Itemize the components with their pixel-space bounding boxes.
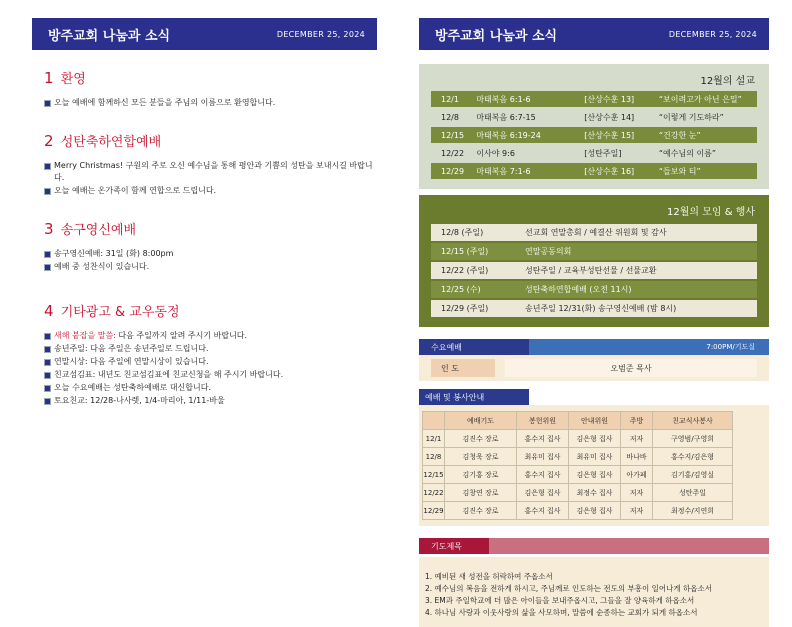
section-title: 송구영신예배: [60, 223, 137, 238]
service-cell: 바나바: [621, 448, 653, 466]
service-cell: 아가페: [621, 466, 653, 484]
bullet-text: 송년주일: 다음 주일은 송년주일로 드립니다.: [54, 344, 209, 353]
prayer-bar: [419, 538, 769, 554]
bullet-item: [32, 97, 377, 109]
event-text: 선교회 연말총회 / 예결산 위원회 및 감사: [525, 228, 667, 237]
section-number: 1: [44, 69, 54, 87]
event-date: 12/25 (수): [441, 285, 481, 294]
events-box: [419, 195, 769, 327]
sermon-row: [431, 145, 757, 161]
prayer-label: 기도제목: [419, 538, 489, 554]
sermon-hymn: [산상수훈 15]: [584, 130, 635, 140]
left-header: [32, 18, 377, 50]
sermon-hymn: [성탄주일]: [584, 148, 622, 158]
bullet-text: 오늘 예배는 온가족이 함께 연합으로 드립니다.: [54, 186, 217, 195]
event-row: [431, 243, 757, 260]
sermon-date: 12/1: [441, 94, 459, 104]
sermon-date: 12/29: [441, 166, 465, 176]
sermon-date: 12/15: [441, 130, 465, 140]
service-cell: 홍수지 집사: [517, 466, 569, 484]
prayer-item: 1. 예비된 새 성전을 허락하여 주옵소서: [425, 572, 553, 581]
service-cell: 김기홍 장로: [445, 466, 517, 484]
right-panel: [419, 18, 769, 627]
service-cell: 홍수지/김은형: [653, 448, 733, 466]
bullet-text: 오늘 수요예배는 성탄축하예배로 대신합니다.: [54, 383, 212, 392]
service-header-cell: 친교식사봉사: [653, 412, 733, 430]
service-cell: 구영범/구영희: [653, 430, 733, 448]
left-title: 방주교회 나눔과 소식: [48, 28, 171, 44]
sermon-title: “이렇게 기도하라”: [658, 112, 724, 122]
event-row: [431, 224, 757, 241]
sermon-passage: 마태복음 6:1-6: [476, 94, 531, 104]
sermon-row: [431, 127, 757, 143]
table-row: [423, 448, 733, 466]
bullet-item: [32, 382, 377, 394]
highlight-text: 새해 붙잡을 말씀:: [54, 331, 116, 340]
bullet-text: 오늘 예배에 함께하신 모든 분들을 주님의 이름으로 환영합니다.: [54, 98, 276, 107]
sermon-hymn: [산상수훈 14]: [584, 112, 635, 122]
bullet-item: [32, 343, 377, 355]
sermon-date: 12/8: [441, 112, 459, 122]
service-cell: 최유미 집사: [569, 448, 621, 466]
section-heading: [44, 131, 377, 150]
event-text: 송년주일 12/31(화) 송구영신예배 (밤 8시): [525, 304, 677, 313]
right-date: DECEMBER 25, 2024: [668, 29, 757, 39]
sermon-date: 12/22: [441, 148, 465, 158]
service-header-row: [423, 412, 733, 430]
service-cell: 김은형 집사: [569, 430, 621, 448]
event-list: [419, 224, 769, 317]
sermon-row: [431, 163, 757, 179]
left-panel: [32, 18, 377, 408]
event-row: [431, 300, 757, 317]
event-row: [431, 281, 757, 298]
table-row: [423, 466, 733, 484]
sermon-row: [431, 91, 757, 107]
bullet-item: [32, 248, 377, 260]
service-body: [423, 430, 733, 520]
sermon-row: [431, 109, 757, 125]
service-label: 예배 및 봉사안내: [419, 389, 529, 405]
section-number: 4: [44, 302, 54, 320]
event-text: 성탄축하연합예배 (오전 11시): [525, 285, 632, 294]
sermon-title: “들보와 티”: [658, 166, 701, 176]
wednesday-label: 수요예배: [419, 339, 529, 355]
prayer-bar-fill: [489, 538, 769, 554]
service-table: [422, 411, 733, 520]
section-number: 3: [44, 220, 54, 238]
service-cell: 김기홍/김영실: [653, 466, 733, 484]
service-cell: 저자: [621, 484, 653, 502]
sermon-passage: 이사야 9:6: [476, 148, 515, 158]
wednesday-leader-row: [419, 355, 769, 381]
bullet-item: [32, 369, 377, 381]
events-caption: 12월의 모임 & 행사: [666, 207, 755, 218]
service-header-cell: 주방: [621, 412, 653, 430]
service-cell: 김청욱 장로: [445, 448, 517, 466]
wednesday-time: 7:00PM/기도실: [529, 339, 769, 355]
right-title: 방주교회 나눔과 소식: [435, 28, 558, 44]
sermon-passage: 마태복음 6:19-24: [476, 130, 541, 140]
section-1: [32, 68, 377, 109]
service-header-cell: [423, 412, 445, 430]
section-heading: [44, 219, 377, 238]
service-cell: 홍수지 집사: [517, 502, 569, 520]
service-cell: 12/29: [423, 502, 445, 520]
announcements: [32, 68, 377, 407]
bullet-item: [32, 261, 377, 273]
sermon-title: “보이려고가 아닌 은밀”: [658, 94, 742, 104]
prayer-item: 4. 하나님 사랑과 이웃사랑의 삶을 사모하며, 말씀에 순종하는 교회가 되게 하옵소서: [425, 608, 698, 617]
service-cell: 12/8: [423, 448, 445, 466]
service-header-cell: 안내위원: [569, 412, 621, 430]
service-cell: 김은형 집사: [569, 502, 621, 520]
bullet-text: 다음 주일까지 알려 주시기 바랍니다.: [115, 331, 248, 340]
service-cell: 김은형 집사: [517, 484, 569, 502]
service-cell: 12/15: [423, 466, 445, 484]
service-header-cell: 예배기도: [445, 412, 517, 430]
left-date: DECEMBER 25, 2024: [276, 29, 365, 39]
table-row: [423, 502, 733, 520]
section-heading: [44, 68, 377, 87]
bullet-text: 연말시상: 다음 주일에 연말시상이 있습니다.: [54, 357, 209, 366]
bullet-item: [32, 185, 377, 197]
event-date: 12/8 (주일): [441, 228, 484, 237]
sermon-caption: 12월의 설교: [700, 76, 755, 87]
service-cell: 12/1: [423, 430, 445, 448]
service-cell: 김진수 장로: [445, 502, 517, 520]
service-cell: 성탄주일: [653, 484, 733, 502]
bullet-item: [32, 160, 377, 184]
sermon-title: “예수님의 이름”: [658, 148, 717, 158]
prayer-item: 3. EM과 주일학교에 더 많은 아이들을 보내주옵시고, 그들을 잘 양육하게 하옵소서: [425, 596, 695, 605]
service-table-wrap: [419, 405, 769, 526]
sermon-list: [419, 91, 769, 179]
service-cell: 최유미 집사: [517, 448, 569, 466]
wednesday-bar: [419, 339, 769, 355]
sermon-passage: 마태복음 6:7-15: [476, 112, 536, 122]
section-number: 2: [44, 132, 54, 150]
bullet-text: Merry Christmas! 구원의 주로 오신 예수님을 통해 평안과 기쁨의 성탄을 보내시길 바랍니다.: [54, 161, 373, 182]
event-date: 12/22 (주일): [441, 266, 489, 275]
event-row: [431, 262, 757, 279]
section-heading: [44, 301, 377, 320]
service-header-cell: 봉헌위원: [517, 412, 569, 430]
bullet-text: 토요친교: 12/28-나사렛, 1/4-마리아, 1/11-바울: [54, 396, 225, 405]
bullet-text: 친교섬김표: 내년도 친교섬김표에 친교신청을 해 주시기 바랍니다.: [54, 370, 284, 379]
bullet-item: [32, 395, 377, 407]
sermon-title: “건강한 눈”: [658, 130, 701, 140]
section-title: 환영: [60, 72, 86, 87]
service-cell: 12/22: [423, 484, 445, 502]
table-row: [423, 430, 733, 448]
service-cell: 홍수지 집사: [517, 430, 569, 448]
sermon-passage: 마태복음 7:1-6: [476, 166, 531, 176]
sermon-box: [419, 64, 769, 189]
service-cell: 김창연 장로: [445, 484, 517, 502]
section-4: [32, 301, 377, 407]
event-text: 성탄주일 / 교육부성탄선물 / 선물교환: [525, 266, 657, 275]
section-3: [32, 219, 377, 273]
section-2: [32, 131, 377, 197]
leader-name: 오범준 목사: [505, 359, 757, 377]
table-row: [423, 484, 733, 502]
service-cell: 김은형 집사: [569, 466, 621, 484]
right-header: [419, 18, 769, 50]
bullet-item: [32, 356, 377, 368]
sermon-hymn: [산상수훈 13]: [584, 94, 635, 104]
service-cell: 김진수 장로: [445, 430, 517, 448]
service-cell: 저자: [621, 502, 653, 520]
event-date: 12/15 (주일): [441, 247, 489, 256]
service-cell: 최정수/지연희: [653, 502, 733, 520]
service-cell: 최정수 집사: [569, 484, 621, 502]
prayer-list: [419, 557, 769, 627]
sermon-hymn: [산상수훈 16]: [584, 166, 635, 176]
bullet-text: 송구영신예배: 31일 (화) 8:00pm: [54, 249, 174, 258]
section-title: 성탄축하연합예배: [60, 135, 162, 150]
service-cell: 저자: [621, 430, 653, 448]
bullet-item: [32, 330, 377, 342]
leader-label: 인 도: [431, 359, 495, 377]
event-date: 12/29 (주일): [441, 304, 489, 313]
prayer-item: 2. 예수님의 복음을 전하게 하시고, 주님께로 인도하는 전도의 부흥이 일어나게 하옵소서: [425, 584, 712, 593]
section-title: 기타광고 & 교우동정: [60, 305, 180, 320]
bullet-text: 예배 중 성찬식이 있습니다.: [54, 262, 150, 271]
event-text: 연말공동의회: [525, 247, 572, 256]
